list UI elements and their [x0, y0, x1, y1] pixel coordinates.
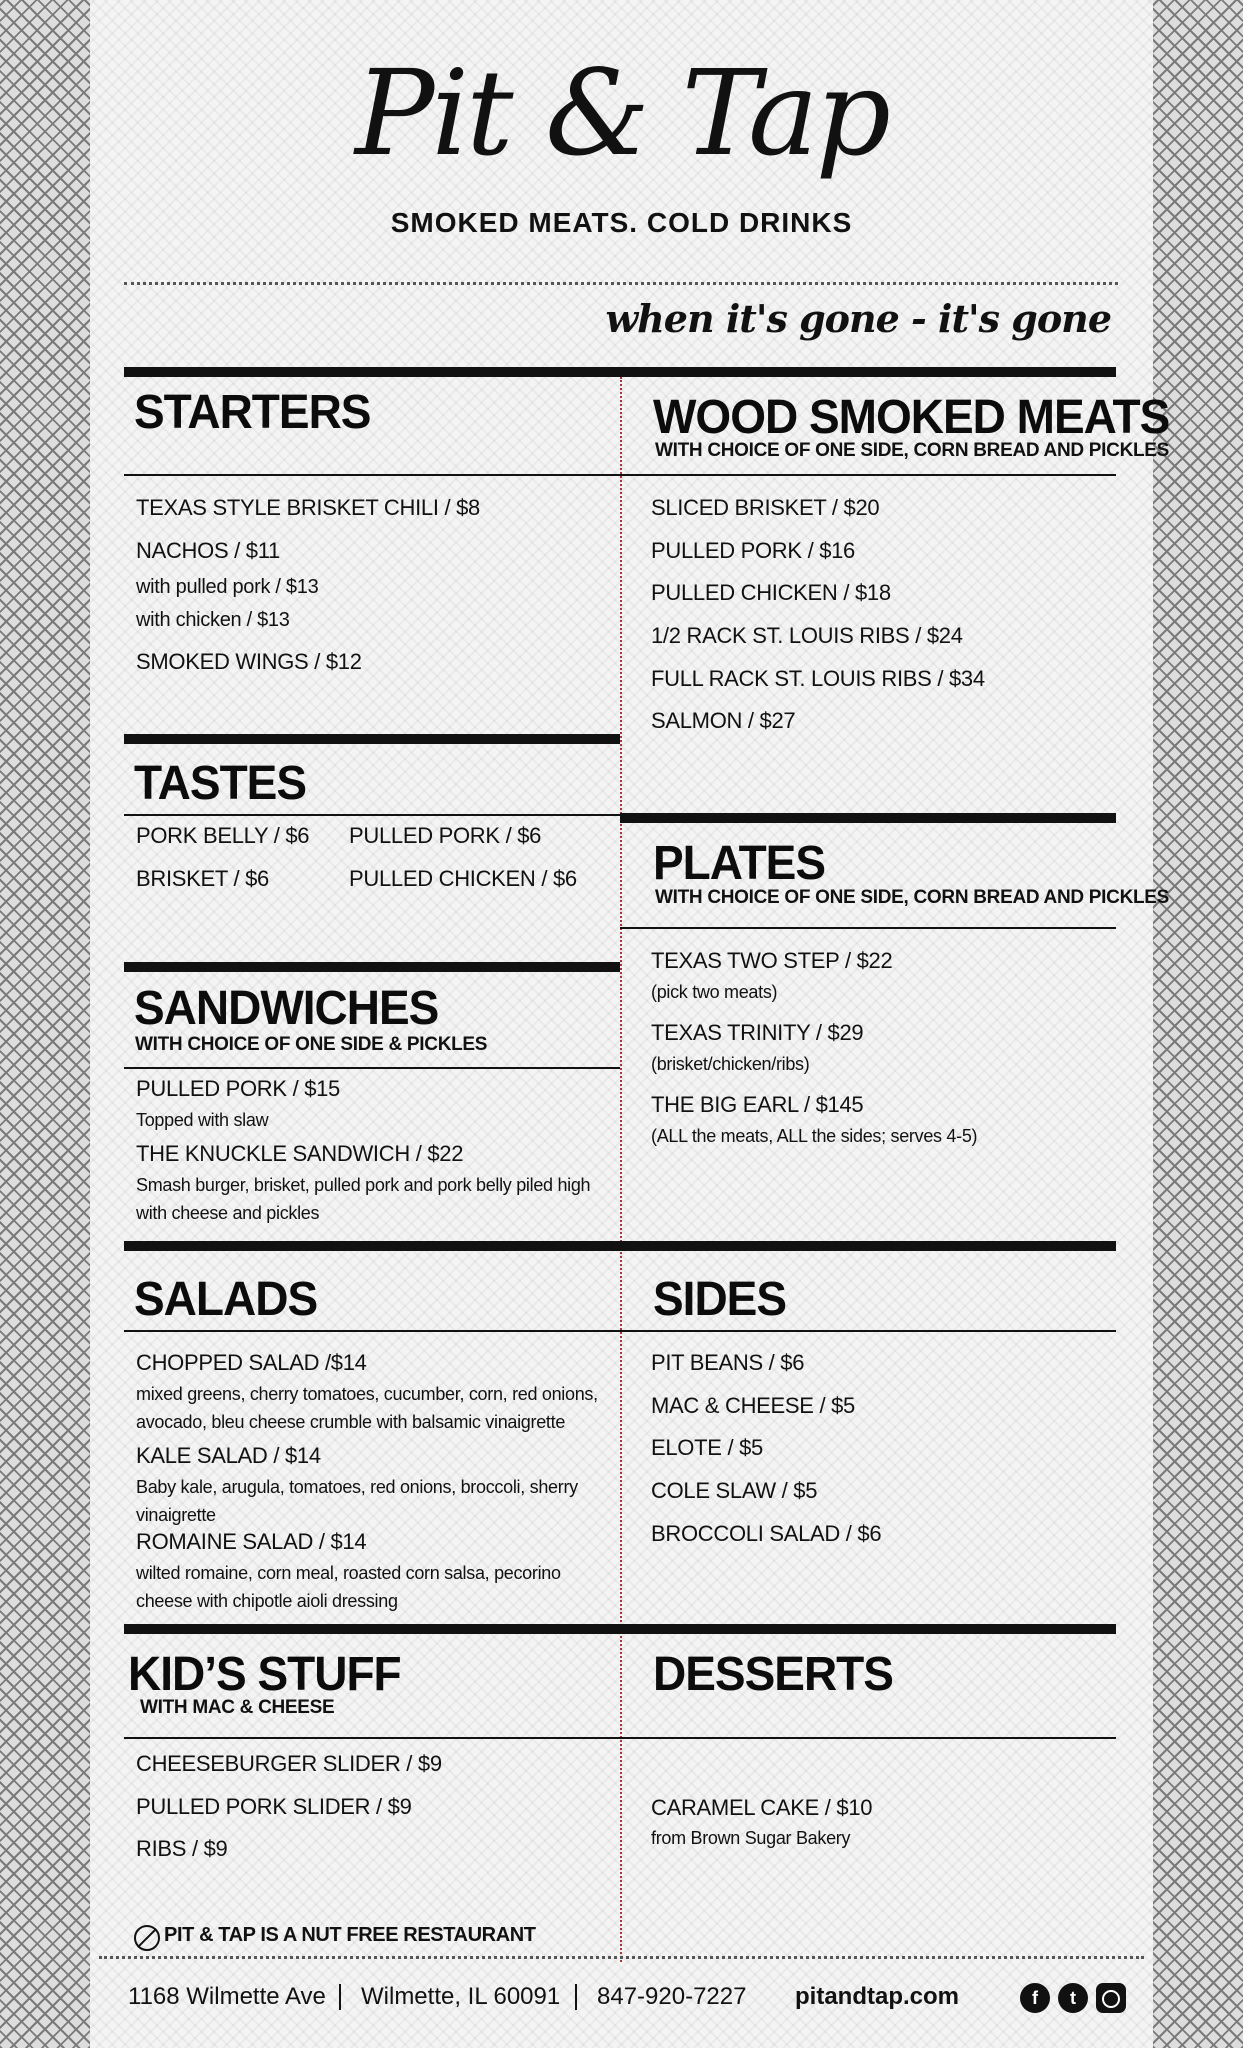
menu-item: COLE SLAW / $5: [651, 1478, 818, 1503]
menu-item: 1/2 RACK ST. LOUIS RIBS / $24: [651, 623, 963, 648]
menu-item-description: (ALL the meats, ALL the sides; serves 4-5): [651, 1126, 978, 1146]
tastes-rule: [124, 814, 620, 816]
menu-item: TEXAS TWO STEP / $22: [651, 948, 893, 973]
menu-item-variant: with pulled pork / $13: [136, 576, 319, 598]
nut-free-notice: PIT & TAP IS A NUT FREE RESTAURANT: [164, 1924, 536, 1946]
footer-divider: [99, 1956, 1144, 1959]
footer-city: Wilmette, IL 60091: [361, 1983, 561, 2010]
sandwiches-top-rule: [124, 962, 620, 972]
menu-item: RIBS / $9: [136, 1836, 228, 1861]
kids-subtitle: WITH MAC & CHEESE: [140, 1697, 335, 1718]
menu-item: PULLED CHICKEN / $18: [651, 580, 891, 605]
decorative-border-left: [0, 0, 90, 2048]
menu-item: CHEESEBURGER SLIDER / $9: [136, 1751, 442, 1776]
tastes-top-rule: [124, 734, 620, 744]
sandwiches-heading: SANDWICHES: [134, 980, 439, 1035]
menu-item: ELOTE / $5: [651, 1435, 763, 1460]
menu-item: MAC & CHEESE / $5: [651, 1393, 855, 1418]
salads-sides-top-rule: [124, 1241, 1116, 1251]
menu-item: KALE SALAD / $14: [136, 1443, 321, 1468]
menu-item-description: Topped with slaw: [136, 1110, 269, 1130]
wood-smoked-heading: WOOD SMOKED MEATS: [653, 389, 1170, 444]
menu-item: PULLED PORK / $6: [349, 823, 542, 848]
footer-separator: [575, 1984, 577, 2010]
salads-sides-rule: [124, 1330, 1116, 1332]
motto: when it's gone - it's gone: [605, 296, 1111, 341]
plates-subtitle: WITH CHOICE OF ONE SIDE, CORN BREAD AND PICKLES: [655, 887, 1170, 908]
menu-item-description: (brisket/chicken/ribs): [651, 1054, 810, 1074]
desserts-heading: DESSERTS: [653, 1646, 893, 1701]
restaurant-logo: Pit & Tap: [354, 44, 889, 182]
menu-item: BRISKET / $6: [136, 866, 269, 891]
menu-item: PULLED PORK / $15: [136, 1076, 340, 1101]
menu-item: PORK BELLY / $6: [136, 823, 310, 848]
menu-item-description: wilted romaine, corn meal, roasted corn salsa, pecorino cheese with chipotle aioli dressing: [136, 1563, 561, 1611]
menu-item: THE KNUCKLE SANDWICH / $22: [136, 1141, 464, 1166]
menu-item: FULL RACK ST. LOUIS RIBS / $34: [651, 666, 985, 691]
wood-smoked-rule: [620, 474, 1116, 476]
instagram-icon[interactable]: [1096, 1983, 1126, 2013]
menu-item: PULLED CHICKEN / $6: [349, 866, 577, 891]
menu-item: THE BIG EARL / $145: [651, 1092, 864, 1117]
twitter-icon[interactable]: t: [1058, 1983, 1088, 2013]
no-nuts-icon: [134, 1925, 160, 1951]
footer-phone[interactable]: 847-920-7227: [597, 1983, 747, 2010]
column-divider: [620, 377, 622, 1962]
menu-item: NACHOS / $11: [136, 538, 280, 563]
menu-item: BROCCOLI SALAD / $6: [651, 1521, 882, 1546]
menu-item: CHOPPED SALAD /$14: [136, 1350, 367, 1375]
salads-heading: SALADS: [134, 1271, 318, 1326]
kids-desserts-rule: [124, 1737, 1116, 1739]
sandwiches-rule: [124, 1067, 620, 1069]
kids-desserts-top-rule: [124, 1624, 1116, 1634]
starters-rule: [124, 474, 620, 476]
starters-heading: STARTERS: [134, 384, 371, 439]
kids-heading: KID’S STUFF: [128, 1646, 401, 1701]
menu-item-description: Baby kale, arugula, tomatoes, red onions, broccoli, sherry vinaigrette: [136, 1477, 578, 1525]
menu-item-description: from Brown Sugar Bakery: [651, 1828, 851, 1848]
sides-heading: SIDES: [653, 1271, 787, 1326]
decorative-border-right: [1153, 0, 1243, 2048]
menu-item: TEXAS TRINITY / $29: [651, 1020, 864, 1045]
tagline: SMOKED MEATS. COLD DRINKS: [390, 207, 853, 238]
plates-top-rule: [620, 813, 1116, 823]
sandwiches-subtitle: WITH CHOICE OF ONE SIDE & PICKLES: [135, 1034, 488, 1055]
menu-item: ROMAINE SALAD / $14: [136, 1529, 367, 1554]
footer-separator: [339, 1984, 341, 2010]
top-rule: [124, 367, 1116, 377]
plates-heading: PLATES: [653, 835, 826, 890]
menu-item: TEXAS STYLE BRISKET CHILI / $8: [136, 495, 480, 520]
menu-item-description: (pick two meats): [651, 982, 778, 1002]
menu-item-variant: with chicken / $13: [136, 609, 290, 631]
menu-item-description: Smash burger, brisket, pulled pork and pork belly piled high with cheese and pickles: [136, 1175, 591, 1223]
header-divider: [124, 282, 1118, 285]
footer-address: 1168 Wilmette Ave: [128, 1983, 326, 2010]
menu-item: SLICED BRISKET / $20: [651, 495, 880, 520]
menu-item: PIT BEANS / $6: [651, 1350, 805, 1375]
menu-item-description: mixed greens, cherry tomatoes, cucumber, corn, red onions, avocado, bleu cheese crumble with balsamic vinaigrette: [136, 1384, 598, 1432]
plates-rule: [620, 927, 1116, 929]
facebook-icon[interactable]: f: [1020, 1983, 1050, 2013]
menu-item: SMOKED WINGS / $12: [136, 649, 362, 674]
wood-smoked-subtitle: WITH CHOICE OF ONE SIDE, CORN BREAD AND PICKLES: [655, 440, 1170, 461]
menu-item: SALMON / $27: [651, 708, 796, 733]
menu-item: PULLED PORK SLIDER / $9: [136, 1794, 412, 1819]
tastes-heading: TASTES: [134, 755, 307, 810]
menu-item: PULLED PORK / $16: [651, 538, 855, 563]
menu-item: CARAMEL CAKE / $10: [651, 1795, 873, 1820]
footer-website-link[interactable]: pitandtap.com: [795, 1983, 960, 2010]
